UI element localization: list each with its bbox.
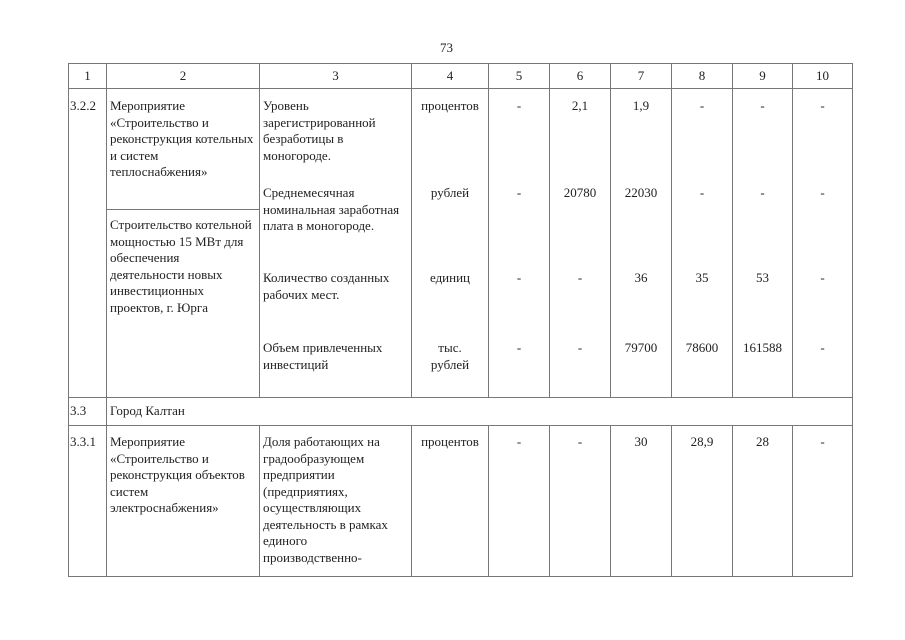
value-cell-6 xyxy=(550,89,611,398)
header-cell: 5 xyxy=(489,64,550,89)
header-cell: 7 xyxy=(611,64,672,89)
sub-event-name: Строительство котельной мощностью 15 МВт для обеспечения деятельности новых инвестиционных проектов, г. Юрга xyxy=(110,217,252,315)
value: - xyxy=(516,340,522,355)
value: 28 xyxy=(733,426,793,577)
event-name: Мероприятие «Строительство и реконструкция объектов систем электроснабжения» xyxy=(107,426,260,577)
value-cell-5 xyxy=(489,89,550,398)
value: - xyxy=(793,426,853,577)
value: 30 xyxy=(611,426,672,577)
unit: тыс. рублей xyxy=(430,340,470,372)
row-code: 3.3.1 xyxy=(69,426,107,577)
header-cell: 6 xyxy=(550,64,611,89)
row-code: 3.2.2 xyxy=(69,89,107,398)
value: - xyxy=(550,426,611,577)
page-number: 73 xyxy=(440,40,453,55)
value: - xyxy=(516,185,522,200)
unit: процентов xyxy=(421,98,479,113)
value: - xyxy=(699,98,705,113)
header-cell: 1 xyxy=(69,64,107,89)
table-row xyxy=(69,89,853,398)
value: 36 xyxy=(634,270,648,285)
value: 78600 xyxy=(685,340,719,355)
metric-name: Количество созданных рабочих мест. xyxy=(263,270,390,302)
value: - xyxy=(820,340,825,355)
value: - xyxy=(820,98,825,113)
header-cell: 9 xyxy=(733,64,793,89)
header-cell: 3 xyxy=(260,64,412,89)
event-name: Мероприятие «Строительство и реконструкция котельных и систем теплоснабжения» xyxy=(110,98,254,179)
value-cell-9 xyxy=(733,89,793,398)
header-cell: 4 xyxy=(412,64,489,89)
section-row xyxy=(69,398,853,426)
value: 28,9 xyxy=(672,426,733,577)
value: 79700 xyxy=(624,340,658,355)
value: 161588 xyxy=(743,340,782,355)
header-cell: 2 xyxy=(107,64,260,89)
value: 1,9 xyxy=(632,98,650,113)
value: - xyxy=(820,270,825,285)
value-cell-10 xyxy=(793,89,853,398)
value: 53 xyxy=(756,270,769,285)
value: 20780 xyxy=(563,185,597,200)
unit: единиц xyxy=(429,270,471,285)
value-cell-7 xyxy=(611,89,672,398)
value: 35 xyxy=(695,270,709,285)
value: - xyxy=(516,98,522,113)
value: - xyxy=(820,185,825,200)
value: 2,1 xyxy=(571,98,589,113)
unit: рублей xyxy=(430,185,470,200)
metric-name: Объем привлеченных инвестиций xyxy=(263,340,383,372)
value: - xyxy=(577,270,583,285)
value: - xyxy=(699,185,705,200)
metric-name: Доля работающих на градообразующем предприятии (предприятиях, осуществляющих деятельность в рамках единого производственно- xyxy=(260,426,412,577)
header-cell: 10 xyxy=(793,64,853,89)
header-row xyxy=(69,64,853,89)
table-row xyxy=(69,426,853,577)
divider xyxy=(107,209,259,210)
value: - xyxy=(516,270,522,285)
metric-cell xyxy=(260,89,412,398)
indicators-table xyxy=(68,63,853,577)
unit-cell xyxy=(412,89,489,398)
value: 22030 xyxy=(624,185,658,200)
section-title: Город Калтан xyxy=(107,398,853,426)
event-cell xyxy=(107,89,260,398)
unit: процентов xyxy=(412,426,489,577)
value: - xyxy=(760,185,765,200)
value: - xyxy=(577,340,583,355)
metric-name: Уровень зарегистрированной безработицы в моногороде. xyxy=(263,98,376,163)
header-cell: 8 xyxy=(672,64,733,89)
value: - xyxy=(760,98,765,113)
metric-name: Среднемесячная номинальная заработная плата в моногороде. xyxy=(263,185,400,233)
row-code: 3.3 xyxy=(69,398,107,426)
value: - xyxy=(489,426,550,577)
value-cell-8 xyxy=(672,89,733,398)
